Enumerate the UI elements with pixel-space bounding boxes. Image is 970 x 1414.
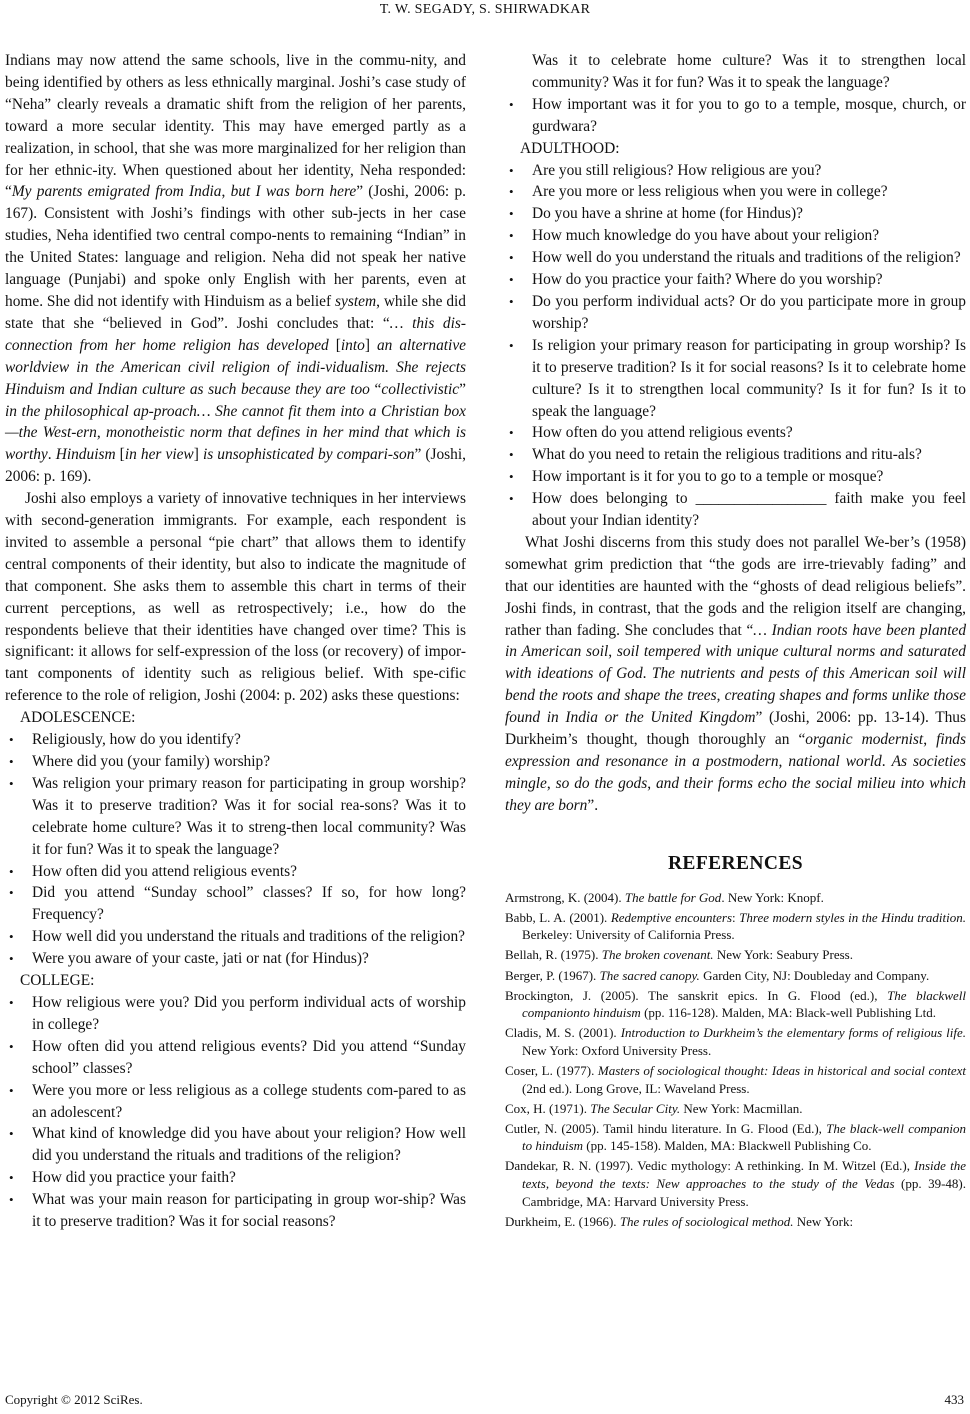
- italic-text: an alternative worldview in the American civil religion of indi-vidualism. She rejects Hinduism and Indian culture as such because they are too: [5, 336, 466, 398]
- question-item: • What do you need to retain the religious traditions and ritu-als?: [505, 444, 966, 466]
- question-item: • Was religion your primary reason for participating in group worship? Was it to preserve tradition? Was it for social rea-sons? Was it to celebrate home culture? Was it to streng-then local community? Was it for fun? Was it to speak the language?: [5, 773, 466, 861]
- text-run: Berkeley: University of California Press.: [522, 927, 735, 943]
- text-run: “: [369, 380, 382, 398]
- college-label: COLLEGE:: [20, 972, 95, 990]
- question-item: • Religiously, how do you identify?: [5, 729, 466, 751]
- adolescence-label: ADOLESCENCE:: [20, 709, 136, 727]
- question-item: • Are you more or less religious when you were in college?: [505, 181, 966, 203]
- question-item: • How important is it for you to go to a temple or mosque?: [505, 466, 966, 488]
- text-run: Cutler, N. (2005). Tamil hindu literature. In G. Flood (Ed.),: [505, 1120, 827, 1136]
- text-run: ,: [221, 183, 231, 201]
- reference-entry: [505, 909, 966, 944]
- adulthood-question-list: [505, 160, 966, 532]
- footer-copyright: Copyright © 2012 SciRes.: [5, 1392, 143, 1407]
- italic-text: The broken covenant.: [601, 947, 714, 963]
- text-run: .: [881, 753, 892, 770]
- text-run: [: [328, 336, 341, 354]
- italic-text: … this dis-connection from her home religion has developed: [5, 314, 467, 354]
- italic-text: My parents emigrated from India: [11, 183, 222, 201]
- text-run: Bellah, R. (1975).: [505, 947, 602, 963]
- text-run: New York: Macmillan.: [680, 1100, 803, 1116]
- question-item: • Were you more or less religious as a college students com-pared to as an adolescent?: [5, 1080, 466, 1124]
- italic-text: Introduction to Durkheim’s the elementary forms of religious life.: [620, 1025, 966, 1041]
- text-run: New York: Oxford University Press.: [522, 1042, 712, 1058]
- right-column: [505, 50, 966, 1233]
- question-item: • How often did you attend religious events? Did you attend “Sunday school” classes?: [5, 1036, 466, 1080]
- text-run: Brockington, J. (2005). The sanskrit epics. In G. Flood (ed.),: [505, 987, 888, 1003]
- italic-text: organic modernist: [805, 731, 924, 749]
- text-run: :: [732, 909, 740, 925]
- text-run: . New York: Knopf.: [721, 889, 824, 905]
- text-run: Dandekar, R. N. (1997). Vedic mythology: A rethinking. In M. Witzel (Ed.),: [505, 1158, 915, 1174]
- college-question-list: [5, 992, 466, 1233]
- text-run: (pp. 145-158). Malden, MA: Blackwell Publishing Co.: [583, 1138, 872, 1154]
- text-run: ” (Joshi, 2006: p. 167). Consistent with Joshi’s findings with other sub-jects in her case studies, Neha identified two central compo-nents to remaining “Indian” in the United States: language and religion. Neha did not speak her native language (Punjabi) and spoke only English with her parents, even at home. She did not identify with Hinduism as a belief: [5, 183, 467, 310]
- text-run: Berger, P. (1967).: [505, 967, 600, 983]
- text-run: ,: [608, 643, 617, 661]
- question-item: • How do you practice your faith? Where do you worship?: [505, 269, 966, 291]
- reference-list: [505, 889, 966, 1231]
- text-run: ,: [923, 731, 937, 749]
- question-item: • Were you aware of your caste, jati or nat (for Hindus)?: [5, 948, 466, 970]
- italic-text: in her view: [124, 446, 194, 464]
- italic-text: so do the gods: [555, 774, 648, 792]
- italic-text: Hinduism: [55, 446, 116, 464]
- text-run: .: [642, 665, 652, 683]
- text-run: ” (Joshi, 2006: p. 169).: [5, 446, 466, 486]
- reference-entry: [505, 1157, 966, 1210]
- text-run: ,: [716, 687, 725, 705]
- text-run: Indians may now attend the same schools, live in the commu-nity, and being identified by others as less ethnically marginal. Joshi’s case study of “Neha” clearly reveals a dramatic shift from the religion of her parents, toward a more secular identity. This may have emerged partly as a realization, in school, that she was more marginalized for her religion than for her ethnic-ity. When questioned about her identity, Neha responded: “: [5, 52, 466, 201]
- page-number: 433: [944, 1392, 964, 1407]
- italic-text: into: [340, 336, 365, 354]
- text-run: New York:: [793, 1213, 854, 1229]
- question-item: • Where did you (your family) worship?: [5, 751, 466, 773]
- question-item: • Did you attend “Sunday school” classes? If so, for how long? Frequency?: [5, 882, 466, 926]
- text-run: Cladis, M. S. (2001).: [505, 1025, 621, 1041]
- question-item: • Is religion your primary reason for participating in group worship? Is it to preserve tradition? Is it for social reasons? Is it to celebrate home culture? Is it to strengthen local community? Is it for fun? Is it to speak the language?: [505, 335, 966, 423]
- reference-entry: [505, 1213, 966, 1231]
- question-item: • Do you have a shrine at home (for Hindus)?: [505, 203, 966, 225]
- references-heading: REFERENCES: [667, 852, 804, 874]
- question-item: • Are you still religious? How religious are you?: [505, 160, 966, 182]
- text-run: ,: [546, 774, 556, 792]
- italic-text: The rules of sociological method.: [619, 1213, 794, 1229]
- text-run: ,: [647, 774, 656, 792]
- italic-text: The blackwell companionto hinduism: [522, 987, 966, 1021]
- question-item: • What kind of knowledge did you have about your religion? How well did you understand the rituals and traditions of the religion?: [5, 1123, 466, 1167]
- text-run: ,: [96, 424, 106, 442]
- question-item: • How did you practice your faith?: [5, 1167, 466, 1189]
- italic-text: Inside the texts, beyond the texts: New approaches to the study of the Vedas: [522, 1158, 966, 1192]
- left-column: [5, 50, 466, 1233]
- italic-text: The Secular City.: [590, 1100, 681, 1116]
- body-paragraph-2: Joshi also employs a variety of innovative techniques in her interviews with second-generation immigrants. For example, each respondent is invited to assemble a personal “pie chart” that allows them to identify central components of their identity, but also to indicate the magnitude of that component. She asks them to assemble this chart in terms of their current perceptions, as well as retrospectively; i.e., how do the respondents believe that their identities have changed over time? This is significant: it allows for self-expression of the loss (or recovery) of impor-tant components of identity such as religious belief. With spe-cific reference to the role of religion, Joshi (2004: p. 202) asks these questions:: [5, 490, 466, 705]
- italic-text: creating shapes and forms unlike those found in India or the United Kingdom: [505, 687, 966, 727]
- text-run: ]: [364, 336, 377, 354]
- text-run: Armstrong, K. (2004).: [505, 889, 625, 905]
- reference-entry: [505, 889, 966, 907]
- text-run: (2nd ed.). Long Grove, IL: Waveland Press.: [522, 1080, 750, 1096]
- italic-text: but I was born here: [230, 183, 357, 201]
- running-head: T. W. SEGADY, S. SHIRWADKAR: [379, 2, 591, 17]
- text-run: What Joshi discerns from this study does not parallel We-ber’s (1958) somewhat grim prediction that “the gods are irre-trievably fading” and that our identities are haunted with the “ghosts of dead religious beliefs”. Joshi finds, in contrast, that the gods and the religion itself are changing, rather than fading. She concludes that “: [505, 533, 966, 639]
- question-item: • How well do you understand the rituals and traditions of the religion?: [505, 247, 966, 269]
- italic-text: system: [335, 292, 377, 310]
- text-run: (pp. 116-128). Malden, MA: Black-well Publishing Ltd.: [640, 1005, 937, 1021]
- italic-text: collectivistic: [381, 380, 460, 398]
- text-run: [: [115, 446, 125, 464]
- italic-text: The black-well companion to hinduism: [522, 1120, 966, 1154]
- reference-entry: [505, 967, 966, 985]
- text-run: ”: [459, 380, 466, 398]
- text-run: Durkheim, E. (1966).: [505, 1213, 620, 1229]
- italic-text: Redemptive encounters: [610, 909, 733, 925]
- italic-text: The battle for God: [624, 889, 722, 905]
- adulthood-label: ADULTHOOD:: [520, 139, 620, 157]
- text-run: , while she did state that she “believed in God”. Joshi concludes that: “: [5, 292, 466, 332]
- italic-text: Three modern styles in the Hindu tradition.: [739, 909, 966, 925]
- question-item: • How often do you attend religious events?: [505, 422, 966, 444]
- adolescence-question-list: [5, 729, 466, 970]
- question-item: • How does belonging to _________________ faith make you feel about your Indian identity?: [505, 488, 966, 532]
- question-item: • How well did you understand the rituals and traditions of the religion?: [5, 926, 466, 948]
- italic-text: The nutrients and pests of this American soil will bend the roots and shape the trees: [505, 665, 966, 705]
- reference-entry: [505, 946, 966, 964]
- text-run: ”.: [587, 796, 599, 814]
- text-run: Babb, L. A. (2001).: [505, 909, 611, 925]
- question-item: • How much knowledge do you have about your religion?: [505, 225, 966, 247]
- text-run: .: [47, 446, 56, 464]
- reference-entry: [505, 1024, 966, 1059]
- italic-text: The sacred canopy.: [599, 967, 700, 983]
- college-question-list-continued: [505, 94, 966, 138]
- italic-text: and their forms echo the social milieu into which they are born: [505, 774, 966, 814]
- body-paragraph-1: [5, 50, 466, 488]
- italic-text: soil tempered with unique cultural norms and saturated with ideations of God: [505, 643, 966, 683]
- italic-text: Masters of sociological thought: Ideas in historical and social context: [597, 1062, 966, 1078]
- college-question-continuation: Was it to celebrate home culture? Was it to strengthen local community? Was it for fun? Was it to speak the language?: [532, 52, 966, 91]
- reference-entry: [505, 987, 966, 1022]
- italic-text: in the philosophical ap-proach… She cannot fit them into a Christian box—the West-ern: [5, 402, 466, 442]
- reference-entry: [505, 1062, 966, 1097]
- text-run: Cox, H. (1971).: [505, 1100, 591, 1116]
- reference-entry: [505, 1100, 966, 1118]
- text-run: Garden City, NJ: Doubleday and Company.: [699, 967, 930, 983]
- text-run: ]: [193, 446, 203, 464]
- text-run: ” (Joshi, 2006: pp. 13-14). Thus Durkheim’s thought, though thoroughly an “: [505, 709, 966, 749]
- text-run: (pp. 39-48). Cambridge, MA: Harvard University Press.: [522, 1176, 966, 1209]
- body-paragraph-3: [505, 532, 966, 817]
- question-item: • How often did you attend religious events?: [5, 861, 466, 883]
- reference-entry: [505, 1120, 966, 1155]
- italic-text: … Indian roots have been planted in American soil: [505, 621, 967, 661]
- italic-text: monotheistic norm that defines in her mind that which is worthy: [5, 424, 466, 464]
- text-run: Coser, L. (1977).: [505, 1062, 598, 1078]
- italic-text: As societies mingle: [505, 753, 966, 792]
- question-item: • Do you perform individual acts? Or do you participate more in group worship?: [505, 291, 966, 335]
- question-item: • How religious were you? Did you perform individual acts of worship in college?: [5, 992, 466, 1036]
- text-run: New York: Seabury Press.: [713, 947, 853, 963]
- italic-text: is unsophisticated by compari-son: [202, 446, 415, 464]
- question-item: • How important was it for you to go to a temple, mosque, church, or gurdwara?: [505, 94, 966, 138]
- italic-text: finds expression and resonance in a postmodern, national world: [505, 731, 966, 770]
- question-item: • What was your main reason for participating in group wor-ship? Was it to preserve tradition? Was it for social reasons?: [5, 1189, 466, 1233]
